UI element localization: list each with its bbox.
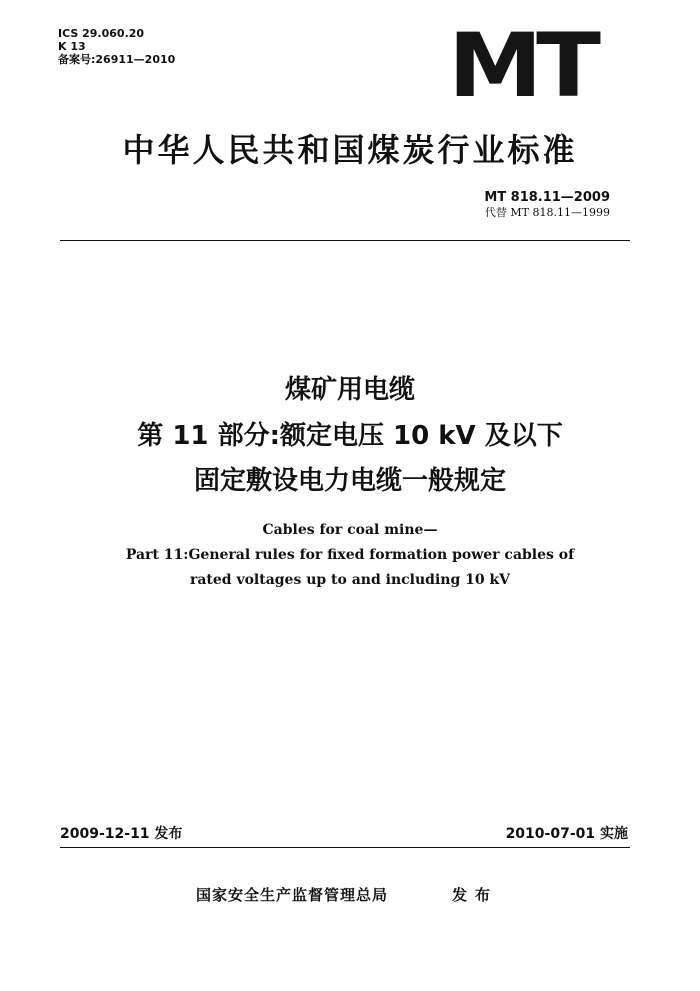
en-title-line-2: Part 11:General rules for fixed formation power cables of xyxy=(125,547,575,563)
implementation-date: 2010-07-01 实施 xyxy=(505,826,628,842)
standard-number: MT 818.11—2009 xyxy=(484,190,610,205)
bottom-divider xyxy=(60,847,630,848)
org-title: 中华人民共和国煤炭行业标准 xyxy=(122,131,578,169)
ccs-code: K 13 xyxy=(58,40,86,53)
ics-code: ICS 29.060.20 xyxy=(58,27,145,40)
en-title-line-1: Cables for coal mine— xyxy=(262,522,438,538)
cn-title-line-2: 第 11 部分:额定电压 10 kV 及以下 xyxy=(137,421,563,451)
en-title-line-3: rated voltages up to and including 10 kV xyxy=(189,572,511,588)
cn-title-line-1: 煤矿用电缆 xyxy=(284,375,415,405)
mt-logo: MT xyxy=(448,14,595,117)
replaces-standard: 代替 MT 818.11—1999 xyxy=(484,206,610,219)
cn-title-line-3: 固定敷设电力电缆一般规定 xyxy=(193,466,506,496)
issue-date: 2009-12-11 发布 xyxy=(60,826,183,842)
filing-number: 备案号:26911—2010 xyxy=(58,53,176,66)
publisher: 国家安全生产监督管理总局 xyxy=(196,886,389,904)
publish-label: 发布 xyxy=(452,886,499,904)
top-divider xyxy=(60,240,630,241)
